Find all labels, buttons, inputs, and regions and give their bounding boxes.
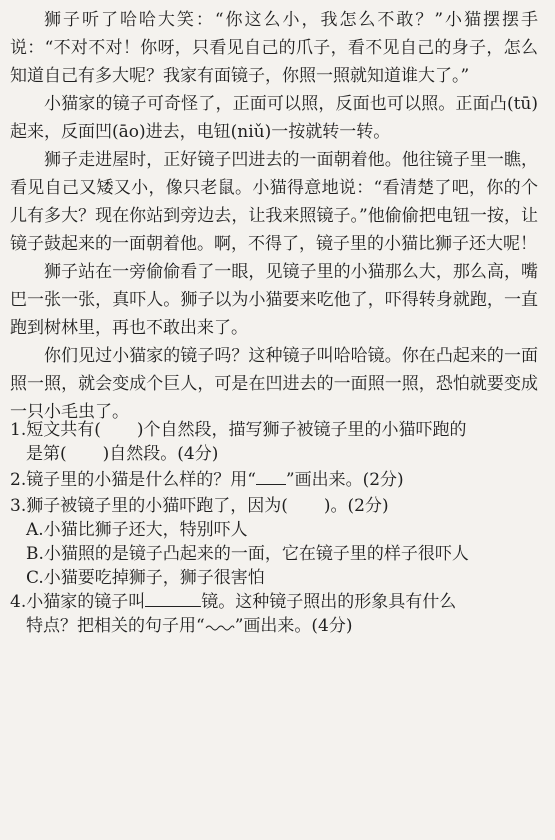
question-3-option-c[interactable]: C.小猫要吃掉狮子，狮子很害怕 xyxy=(26,568,265,588)
question-1-text-d: )自然段。(4分) xyxy=(102,444,219,464)
question-4-text-c: 特点？把相关的句子用“ xyxy=(26,616,205,636)
question-1-line-2 xyxy=(26,440,555,468)
story-paragraph-2: 小猫家的镜子可奇怪了，正面可以照，反面也可以照。正面凸(tū)起来，反面凹(āo)进去，电钮(niǔ)一按就转一转。 xyxy=(10,94,538,142)
story-paragraph-3: 狮子走进屋时，正好镜子凹进去的一面朝着他。他往镜子里一瞧，看见自己又矮又小，像只老鼠。小猫得意地说：“看清楚了吧，你的个儿有多大？现在你站到旁边去，让我来照镜子。”他偷偷把电钮一按，让镜子鼓起来的一面朝着他。啊，不得了，镜子里的小猫比狮子还大呢！ xyxy=(10,150,538,254)
question-4-answer-blank[interactable] xyxy=(145,606,201,607)
question-2 xyxy=(10,466,542,494)
question-1-text-c: 是第( xyxy=(26,444,67,464)
question-3-option-b[interactable]: B.小猫照的是镜子凸起来的一面，它在镜子里的样子很吓人 xyxy=(26,544,469,564)
story-paragraph-1: 狮子听了哈哈大笑：“你这么小，我怎么不敢？”小猫摆摆手说：“不对不对！你呀，只看见自己的爪子，看不见自己的身子，怎么知道自己有多大呢？我家有面镜子，你照一照就知道谁大了。” xyxy=(10,10,538,86)
question-4-text-a: 4.小猫家的镜子叫 xyxy=(10,592,146,612)
question-3-text-b: )。(2分) xyxy=(323,496,389,516)
question-3-text-a: 3.狮子被镜子里的小猫吓跑了，因为( xyxy=(10,496,288,516)
question-1-text-b: )个自然段，描写狮子被镜子里的小猫吓跑的 xyxy=(136,420,467,440)
question-3-option-a[interactable]: A.小猫比狮子还大，特别吓人 xyxy=(26,520,248,540)
question-4-text-d: ”画出来。(4分) xyxy=(234,616,353,636)
question-2-text-a: 2.镜子里的小猫是什么样的？用“ xyxy=(10,470,256,490)
question-1-text-a: 1.短文共有( xyxy=(10,420,101,440)
question-2-text-b: ”画出来。(2分) xyxy=(285,470,404,490)
wavy-line-mark xyxy=(205,619,235,633)
straight-line-mark xyxy=(256,484,286,485)
question-4-line-2 xyxy=(26,612,555,640)
story-paragraph-5: 你们见过小猫家的镜子吗？这种镜子叫哈哈镜。你在凸起来的一面照一照，就会变成个巨人，可是在凹进去的一面照一照，恐怕就要变成一只小毛虫了。 xyxy=(10,346,538,422)
story-paragraph-4: 狮子站在一旁偷偷看了一眼，见镜子里的小猫那么大，那么高，嘴巴一张一张，真吓人。狮子以为小猫要来吃他了，吓得转身就跑，一直跑到树林里，再也不敢出来了。 xyxy=(10,262,538,338)
question-4-text-b: 镜。这种镜子照出的形象具有什么 xyxy=(201,592,457,612)
